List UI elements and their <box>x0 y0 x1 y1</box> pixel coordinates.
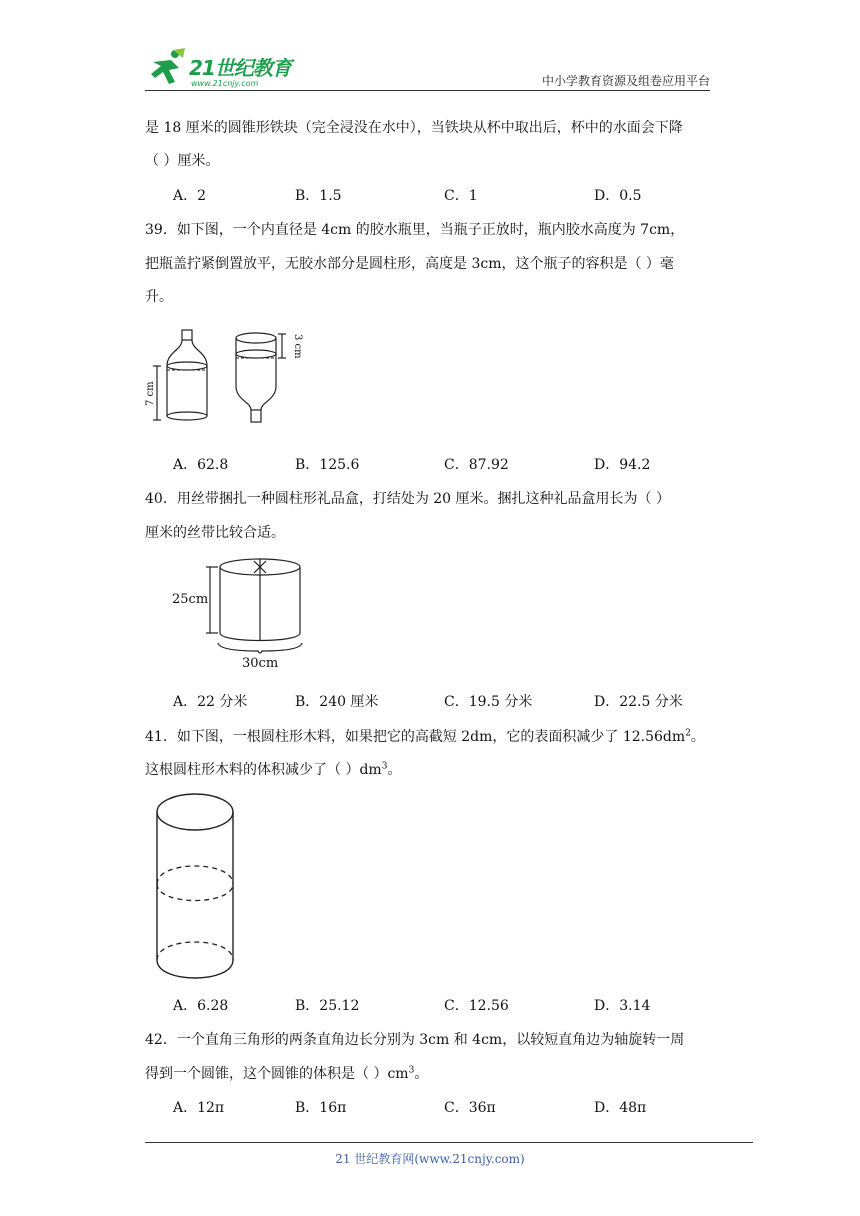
platform-title: 中小学教育资源及组卷应用平台 <box>541 74 710 88</box>
cylinder-diagram <box>150 790 240 984</box>
q41-line2 <box>145 760 401 780</box>
logo-url-text: www.21cnjy.com <box>191 79 259 88</box>
q42-option-c: C．36π <box>444 1100 496 1116</box>
q39-option-b: B．125.6 <box>295 457 360 473</box>
q39-option-d: D．94.2 <box>594 457 651 473</box>
q39-option-c: C．87.92 <box>444 457 509 473</box>
footer-divider <box>145 1142 753 1143</box>
logo <box>145 48 315 90</box>
q40-option-d: D．22.5 分米 <box>594 694 683 710</box>
q39-line2: 把瓶盖拧紧倒置放平，无胶水部分是圆柱形，高度是 3cm，这个瓶子的容积是（ ）毫 <box>145 256 674 272</box>
q41-option-a: A．6.28 <box>173 998 229 1014</box>
q41-line1 <box>145 727 705 747</box>
q40-option-c: C．19.5 分米 <box>444 694 533 710</box>
q42-option-a: A．12π <box>173 1100 225 1116</box>
q39-bottle-figure <box>145 326 315 430</box>
q42-line2 <box>145 1064 428 1084</box>
q39-height-label: 7 cm <box>145 381 156 406</box>
q40-option-b: B．240 厘米 <box>295 694 379 710</box>
q40-giftbox-figure <box>170 555 310 671</box>
q42-line1: 42．一个直角三角形的两条直角边长分别为 3cm 和 4cm，以较短直角边为轴旋转一周 <box>145 1032 685 1048</box>
q41-line2-end: 。 <box>387 762 402 778</box>
q41-line1-end: 。 <box>690 729 705 745</box>
q38-option-c: C．1 <box>444 188 478 204</box>
q41-line2-sup: 3 <box>381 761 388 772</box>
page-header <box>145 40 710 92</box>
q38-option-d: D．0.5 <box>594 188 642 204</box>
q41-line1-text: 41．如下图，一根圆柱形木料，如果把它的高截短 2dm，它的表面积减少了 12.56dm <box>145 729 686 745</box>
q41-option-d: D．3.14 <box>594 998 651 1014</box>
q38-option-b: B．1.5 <box>295 188 342 204</box>
q39-gap-label: 3 cm <box>292 334 303 359</box>
bottle-diagram <box>145 326 315 430</box>
q39-line1: 39．如下图，一个内直径是 4cm 的胶水瓶里，当瓶子正放时，瓶内胶水高度为 7cm， <box>145 222 685 238</box>
q40-option-a: A．22 分米 <box>173 694 248 710</box>
q41-option-c: C．12.56 <box>444 998 509 1014</box>
runner-logo-icon <box>145 48 189 88</box>
q41-line1-sup: 2 <box>685 728 691 739</box>
logo-text: 21世纪教育 <box>189 56 291 80</box>
q38-line2: （ ）厘米。 <box>145 153 220 169</box>
q42-line2-end: 。 <box>414 1066 429 1082</box>
q39-line3: 升。 <box>145 289 173 305</box>
q40-line1: 40．用丝带捆扎一种圆柱形礼品盒，打结处为 20 厘米。捆扎这种礼品盒用长为（ ） <box>145 491 670 507</box>
q42-option-d: D．48π <box>594 1100 647 1116</box>
footer-text: 21 世纪教育网(www.21cnjy.com) <box>335 1152 525 1166</box>
q42-line2-text: 得到一个圆锥，这个圆锥的体积是（ ）cm <box>145 1066 409 1082</box>
q42-line2-sup: 3 <box>408 1065 415 1076</box>
giftbox-diagram <box>170 555 310 671</box>
q40-height-label: 25cm <box>172 592 209 607</box>
q38-option-a: A．2 <box>173 188 207 204</box>
q39-option-a: A．62.8 <box>173 457 229 473</box>
q40-width-label: 30cm <box>242 656 279 671</box>
q41-line2-text: 这根圆柱形木料的体积减少了（ ）dm <box>145 762 382 778</box>
q40-line2: 厘米的丝带比较合适。 <box>145 525 285 541</box>
q41-cylinder-figure <box>150 790 240 984</box>
header-divider <box>145 90 710 91</box>
q38-line1: 是 18 厘米的圆锥形铁块（完全浸没在水中），当铁块从杯中取出后，杯中的水面会下降 <box>145 120 683 136</box>
q42-option-b: B．16π <box>295 1100 347 1116</box>
q41-option-b: B．25.12 <box>295 998 360 1014</box>
